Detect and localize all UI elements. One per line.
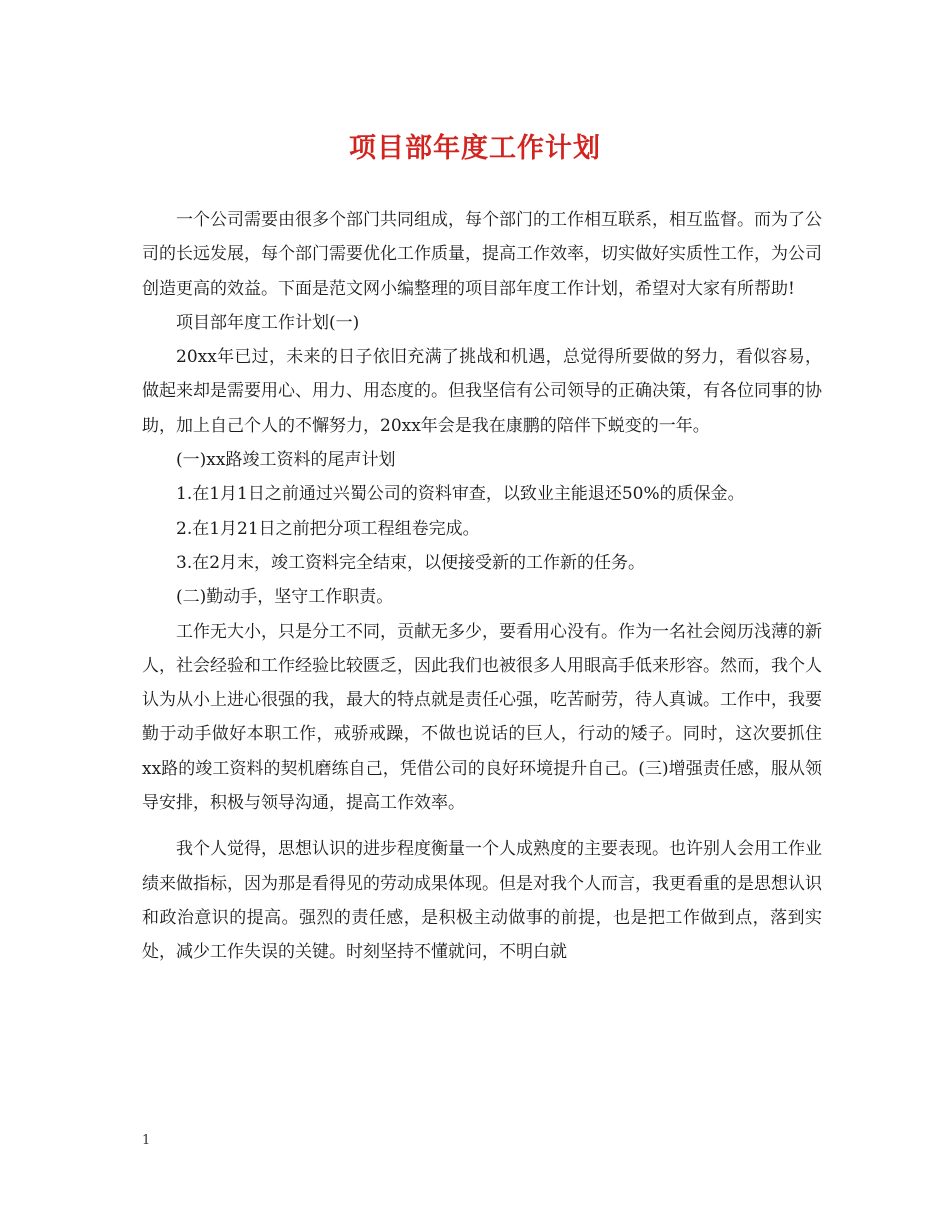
subheading-completion-plan: (一)xx路竣工资料的尾声计划 xyxy=(176,450,396,471)
paragraph-work-attitude: 工作无大小，只是分工不同，贡献无多少，要看用心没有。作为一名社会阅历浅薄的新人，社会经验和工作经验比较匮乏，因此我们也被很多人用眼高手低来形容。然而，我个人认为从小上进心很强的我，最大的特点就是责任心强，吃苦耐劳，待人真诚。工作中，我要勤于动手做好本职工作，戒骄戒躁，不做也说话的巨人，行动的矮子。同时，这次要抓住xx路的竣工资料的契机磨练自己，凭借公司的良好环境提升自己。(三)增强责任感，服从领导安排，积极与领导沟通，提高工作效率。 xyxy=(142,621,822,814)
list-item-2: 2.在1月21日之前把分项工程组卷完成。 xyxy=(176,518,480,539)
list-item-3: 3.在2月末，竣工资料完全结束，以便接受新的工作新的任务。 xyxy=(176,552,646,573)
document-title: 项目部年度工作计划 xyxy=(349,133,601,164)
paragraph-responsibility: 我个人觉得，思想认识的进步程度衡量一个人成熟度的主要表现。也许别人会用工作业绩来做指标，因为那是看得见的劳动成果体现。但是对我个人而言，我更看重的是思想认识和政治意识的提高。强烈的责任感，是积极主动做事的前提，也是把工作做到点，落到实处，减少工作失误的关键。时刻坚持不懂就问，不明白就 xyxy=(142,839,822,963)
list-item-1: 1.在1月1日之前通过兴蜀公司的资料审查，以致业主能退还50%的质保金。 xyxy=(176,484,745,505)
paragraph-year-review: 20xx年已过，未来的日子依旧充满了挑战和机遇，总觉得所要做的努力，看似容易，做起来却是需要用心、用力、用态度的。但我坚信有公司领导的正确决策，有各位同事的协助，加上自己个人的不懈努力，20xx年会是我在康鹏的陪伴下蜕变的一年。 xyxy=(142,347,822,436)
document-body xyxy=(142,203,822,970)
subheading-duties: (二)勤动手，坚守工作职责。 xyxy=(176,587,394,608)
section-heading-plan-one: 项目部年度工作计划(一) xyxy=(176,312,360,333)
intro-paragraph: 一个公司需要由很多个部门共同组成，每个部门的工作相互联系，相互监督。而为了公司的长远发展，每个部门需要优化工作质量，提高工作效率，切实做好实质性工作，为公司创造更高的效益。下面是范文网小编整理的项目部年度工作计划，希望对大家有所帮助! xyxy=(142,210,822,299)
page-number: 1 xyxy=(142,1133,151,1148)
